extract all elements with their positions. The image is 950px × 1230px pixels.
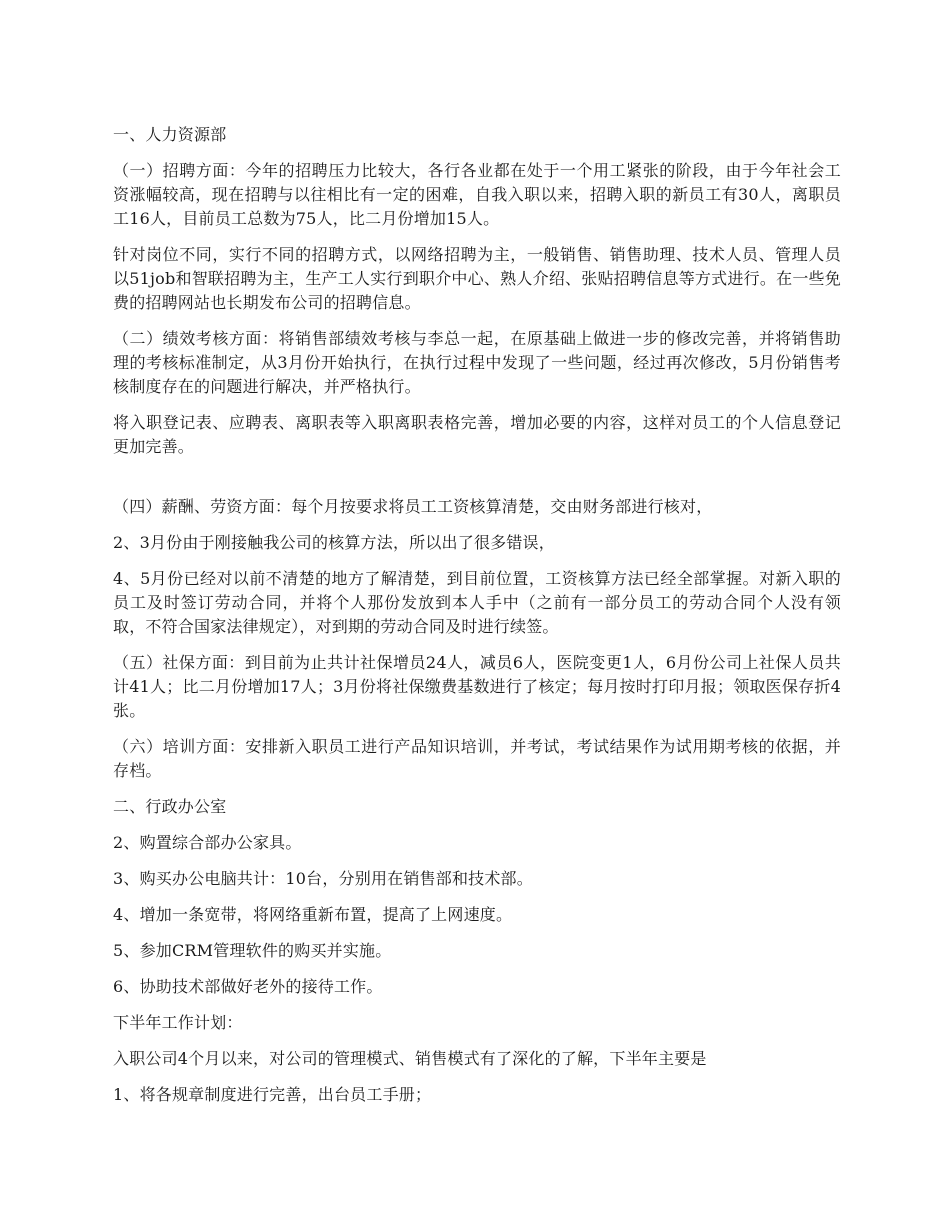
- paragraph-performance-review: （二）绩效考核方面：将销售部绩效考核与李总一起，在原基础上做进一步的修改完善，并将销售助理的考核标准制定，从3月份开始执行，在执行过程中发现了一些问题，经过再次修改，5月份销售考核制度存在的问题进行解决，并严格执行。: [113, 329, 841, 396]
- list-item-furniture: 2、购置综合部办公家具。: [113, 833, 302, 852]
- heading-second-half-plan: 下半年工作计划：: [113, 1013, 243, 1032]
- list-item-broadband: 4、增加一条宽带，将网络重新布置，提高了上网速度。: [113, 905, 513, 924]
- list-item-crm: 5、参加CRM管理软件的购买并实施。: [113, 941, 392, 960]
- document-body: [113, 123, 841, 1119]
- list-item-reception: 6、协助技术部做好老外的接待工作。: [113, 977, 383, 996]
- heading-admin-office: 二、行政办公室: [113, 797, 227, 816]
- list-item-computers: 3、购买办公电脑共计：10台，分别用在销售部和技术部。: [113, 869, 533, 888]
- paragraph-plan-intro: 入职公司4个月以来，对公司的管理模式、销售模式有了深化的了解，下半年主要是: [113, 1049, 707, 1068]
- paragraph-social-insurance: （五）社保方面：到目前为止共计社保增员24人，减员6人，医院变更1人，6月份公司上社保人员共计41人；比二月份增加17人；3月份将社保缴费基数进行了核定；每月按时打印月报；领取医保存折4张。: [113, 653, 841, 720]
- paragraph-recruitment-methods: 针对岗位不同，实行不同的招聘方式，以网络招聘为主，一般销售、销售助理、技术人员、管理人员以51job和智联招聘为主，生产工人实行到职介中心、熟人介绍、张贴招聘信息等方式进行。在一些免费的招聘网站也长期发布公司的招聘信息。: [113, 245, 841, 312]
- list-item-handbook: 1、将各规章制度进行完善，出台员工手册；: [113, 1085, 432, 1104]
- heading-hr-department: 一、人力资源部: [113, 125, 227, 144]
- paragraph-payroll: （四）薪酬、劳资方面：每个月按要求将员工工资核算清楚，交由财务部进行核对，: [113, 497, 713, 516]
- paragraph-payroll-may: 4、5月份已经对以前不清楚的地方了解清楚，到目前位置，工资核算方法已经全部掌握。对新入职的员工及时签订劳动合同，并将个人那份发放到本人手中（之前有一部分员工的劳动合同个人没有领取，不符合国家法律规定），对到期的劳动合同及时进行续签。: [113, 569, 841, 636]
- paragraph-recruitment: （一）招聘方面：今年的招聘压力比较大，各行各业都在处于一个用工紧张的阶段，由于今年社会工资涨幅较高，现在招聘与以往相比有一定的困难，自我入职以来，招聘入职的新员工有30人，离职员工16人，目前员工总数为75人，比二月份增加15人。: [113, 161, 841, 228]
- paragraph-payroll-march: 2、3月份由于刚接触我公司的核算方法，所以出了很多错误，: [113, 533, 555, 552]
- paragraph-training: （六）培训方面：安排新入职员工进行产品知识培训，并考试，考试结果作为试用期考核的依据，并存档。: [113, 737, 841, 780]
- paragraph-forms: 将入职登记表、应聘表、离职表等入职离职表格完善，增加必要的内容，这样对员工的个人信息登记更加完善。: [113, 413, 841, 456]
